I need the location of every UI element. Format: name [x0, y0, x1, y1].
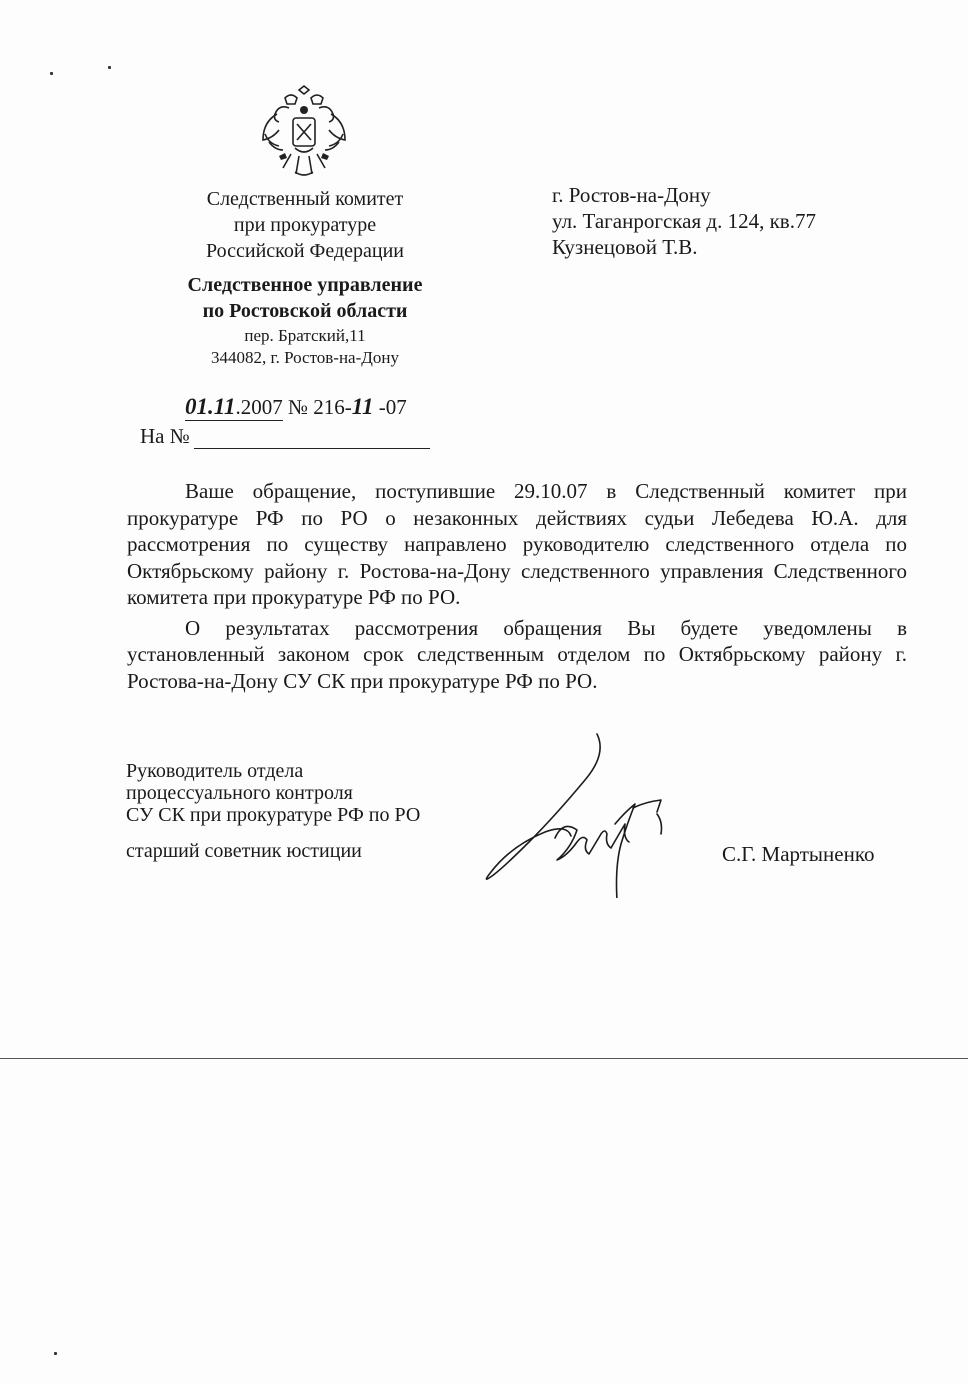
signatory-title-line: СУ СК при прокуратуре РФ по РО [126, 804, 421, 826]
sender-committee-line: при прокуратуре [233, 214, 377, 236]
body-paragraph: О результатах рассмотрения обращения Вы будете уведомлены в установленный законом срок следственным отделом по Октябрьскому району г. Ростова-на-Дону СУ СК при прокуратуре РФ по РО. [127, 615, 907, 693]
date-year: .2007 [235, 395, 283, 419]
scan-speck [108, 66, 111, 69]
reference-line [140, 424, 430, 449]
recipient-line: г. Ростов-на-Дону [552, 183, 711, 207]
body-paragraph: Ваше обращение, поступившие 29.10.07 в Следственный комитет при прокуратуре РФ по РО о незаконных действиях судьи Лебедева Ю.А. для рассмотрения по существу направлено руководителю следственного отдела по Октябрьскому району г. Ростова-на-Дону следственного управления Следственного комитета при прокуратуре РФ по РО. [127, 479, 907, 609]
handwritten-signature-icon [485, 728, 685, 898]
sender-address-line: пер. Братский,11 [244, 326, 366, 345]
scan-speck [50, 72, 53, 75]
signatory-name: С.Г. Мартыненко [722, 842, 875, 866]
outgoing-number-prefix: № 216- [287, 395, 352, 419]
signatory-title-line: процессуального контроля [126, 782, 353, 804]
signatory-title-line: Руководитель отдела [126, 760, 304, 782]
recipient-address [552, 182, 952, 260]
sender-address-line: 344082, г. Ростов-на-Дону [211, 348, 399, 367]
signatory-rank: старший советник юстиции [126, 840, 362, 862]
department-line: по Ростовской области [202, 300, 408, 322]
recipient-line: ул. Таганрогская д. 124, кв.77 [552, 209, 816, 233]
outgoing-number-suffix: -07 [378, 395, 407, 419]
handwritten-date: 01.11 [185, 394, 236, 419]
reference-blank [194, 428, 430, 449]
recipient-line: Кузнецовой Т.В. [552, 235, 698, 259]
double-headed-eagle-emblem-icon [255, 84, 353, 184]
department-line: Следственное управление [187, 274, 423, 296]
sender-address [150, 325, 460, 369]
reference-label: На № [140, 424, 190, 448]
sender-department [150, 272, 460, 324]
outgoing-date [185, 394, 283, 421]
sender-committee-line: Российской Федерации [205, 240, 405, 262]
scan-fold-line [0, 1058, 968, 1059]
sender-committee [150, 186, 460, 264]
signatory-title [126, 760, 420, 826]
handwritten-number: 11 [351, 394, 374, 419]
scan-speck [54, 1352, 57, 1355]
registration-line [185, 394, 407, 421]
letter-body [127, 478, 907, 694]
sender-committee-line: Следственный комитет [206, 188, 404, 210]
